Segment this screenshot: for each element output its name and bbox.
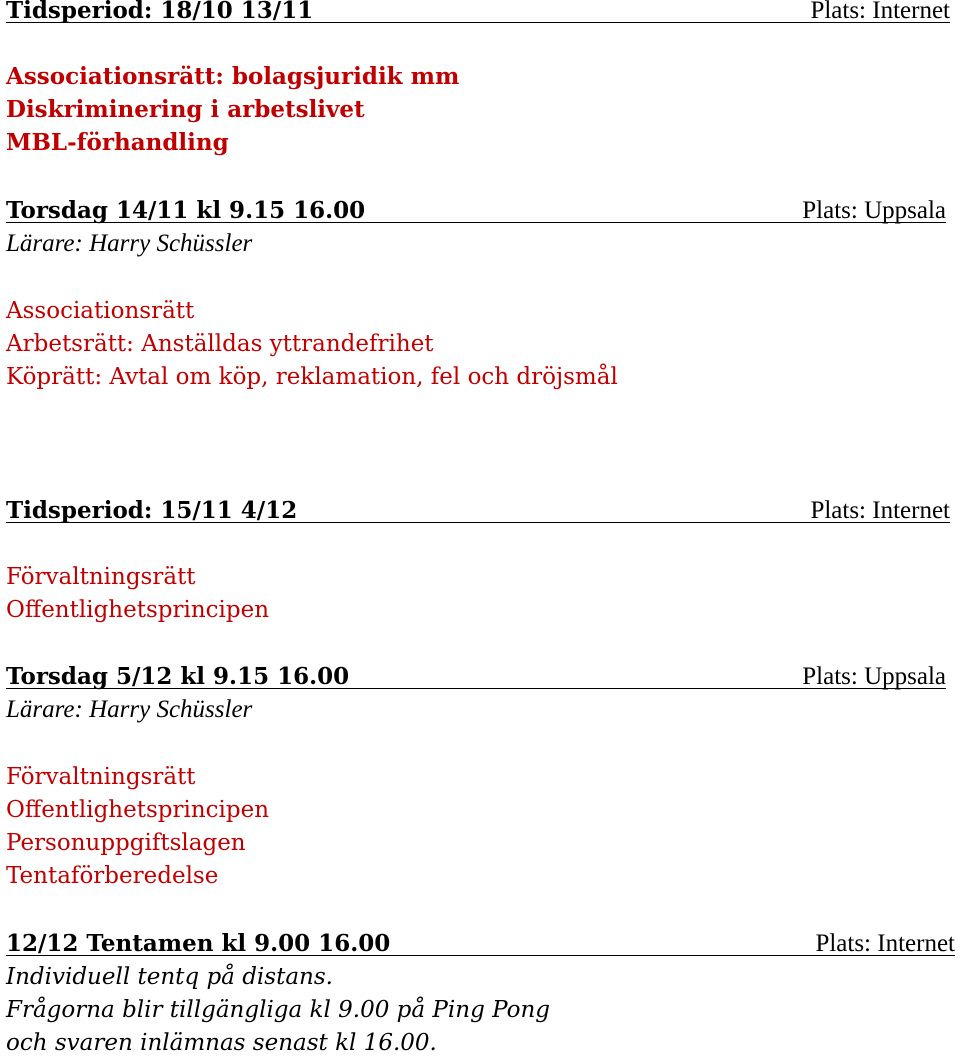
note-line: och svaren inlämnas senast kl 16.00. [6, 1030, 437, 1056]
location-label: Plats: Uppsala [802, 197, 946, 224]
teacher-line: Lärare: Harry Schüssler [6, 696, 253, 723]
session-label: Torsdag 14/11 kl 9.15 16.00 [6, 197, 366, 224]
topic-line: Offentlighetsprincipen [6, 797, 270, 823]
topic-line: Förvaltningsrätt [6, 564, 196, 590]
topic-line: Associationsrätt: bolagsjuridik mm [6, 63, 460, 90]
location-label: Plats: Internet [810, 497, 950, 524]
schedule-header-3 [6, 496, 950, 526]
topic-line: Förvaltningsrätt [6, 764, 196, 790]
schedule-header-4 [6, 662, 946, 692]
topic-line: Tentaförberedelse [6, 863, 219, 889]
note-line: Frågorna blir tillgängliga kl 9.00 på Ping Pong [6, 997, 551, 1023]
location-label: Plats: Uppsala [802, 663, 946, 690]
note-line: Individuell tentq på distans. [6, 964, 333, 990]
period-label: Tidsperiod: 15/11 4/12 [6, 497, 298, 524]
topic-line: Köprätt: Avtal om köp, reklamation, fel och dröjsmål [6, 364, 618, 390]
schedule-header-2 [6, 196, 946, 226]
topic-line: Associationsrätt [6, 298, 195, 324]
schedule-header-5 [6, 929, 955, 959]
exam-label: 12/12 Tentamen kl 9.00 16.00 [6, 930, 391, 957]
period-label: Tidsperiod: 18/10 13/11 [6, 0, 314, 24]
session-label: Torsdag 5/12 kl 9.15 16.00 [6, 663, 350, 690]
topic-line: Personuppgiftslagen [6, 830, 246, 856]
topic-line: Offentlighetsprincipen [6, 597, 270, 623]
topic-line: Arbetsrätt: Anställdas yttrandefrihet [6, 331, 434, 357]
location-label: Plats: Internet [810, 0, 950, 24]
schedule-header-1 [6, 0, 950, 26]
location-label: Plats: Internet [815, 930, 955, 957]
teacher-line: Lärare: Harry Schüssler [6, 230, 253, 257]
topic-line: Diskriminering i arbetslivet [6, 96, 365, 123]
topic-line: MBL-förhandling [6, 129, 229, 156]
